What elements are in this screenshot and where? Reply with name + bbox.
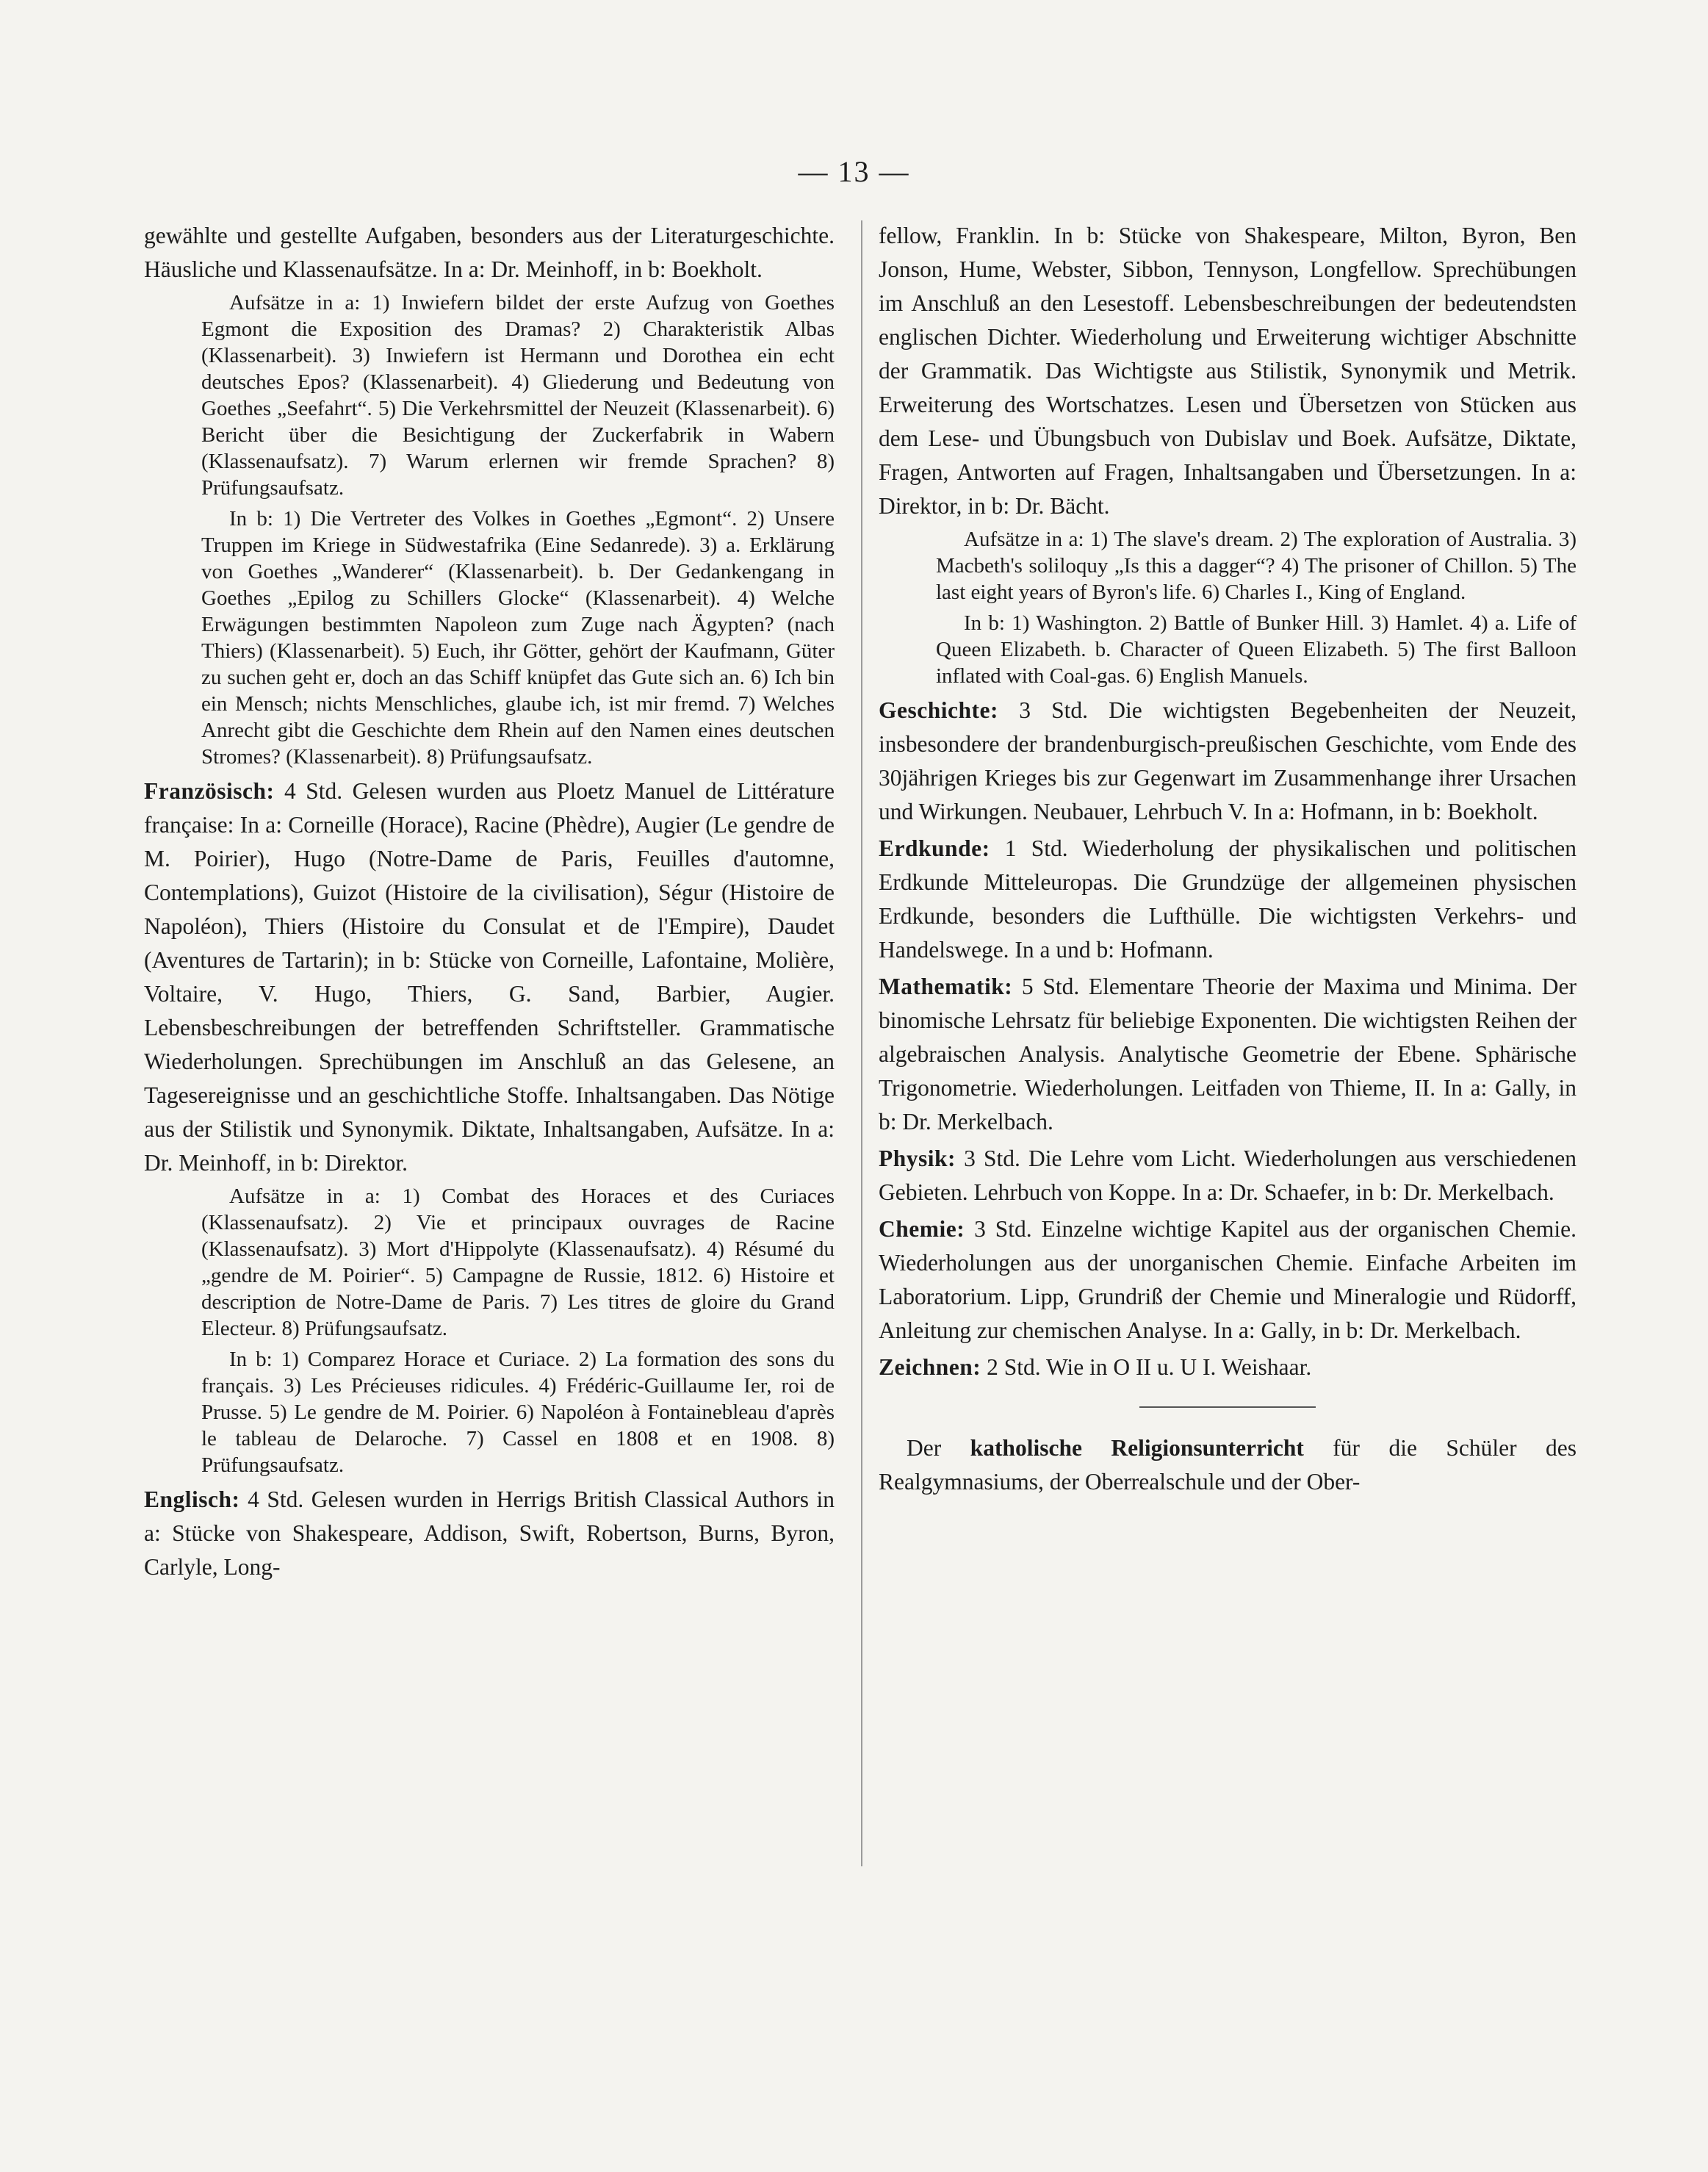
deutsch-essays-b: In b: 1) Die Vertreter des Volkes in Goethes „Egmont“. 2) Unsere Truppen im Kriege in Südwestafrika (Eine Sedanrede). 3) a. Erklärung von Goethes „Wanderer“ (Klassenarbeit). b. Der Gedankengang in Goethes „Epilog zu Schillers Glocke“ (Klassenarbeit). 4) Welche Erwägungen bestimmten Napoleon zum Zuge nach Ägypten? (nach Thiers) (Klassenarbeit). 5) Euch, ihr Götter, gehört der Kaufmann, Güter zu suchen geht er, doch an das Schiff knüpfet das Gute sich an. 6) Ich bin ein Mensch; nichts Menschliches, glaube ich, ist mir fremd. 7) Welches Anrecht gibt die Geschichte dem Rhein auf den Namen eines deutschen Stromes? (Klassenarbeit). 8) Prüfungsaufsatz. [201, 507, 835, 769]
left-column [144, 219, 835, 1587]
englisch-heading: Englisch: [144, 1486, 240, 1512]
geschichte-heading: Geschichte: [879, 697, 998, 723]
erdkunde-section [879, 832, 1577, 967]
chemie-text: 3 Std. Einzelne wichtige Kapitel aus der organischen Chemie. Wiederholungen aus der unorganischen Chemie. Einfache Arbeiten im Laboratorium. Lipp, Grundriß der Chemie und Mineralogie und Rüdorff, Anleitung zur chemischen Analyse. In a: Gally, in b: Dr. Merkelbach. [879, 1216, 1577, 1343]
englisch-continuation: fellow, Franklin. In b: Stücke von Shakespeare, Milton, Byron, Ben Jonson, Hume, Webster, Sibbon, Tennyson, Longfellow. Sprechübungen im Anschluß an den Lesestoff. Lebensbeschreibungen der bedeutendsten englischen Dichter. Wiederholung und Erweiterung wichtiger Abschnitte der Grammatik. Das Wichtigste aus Stilistik, Synonymik und Metrik. Erweiterung des Wortschatzes. Lesen und Übersetzen von Stücken aus dem Lese- und Übungsbuch von Dubislav und Boek. Aufsätze, Diktate, Fragen, Antworten auf Fragen, Inhaltsangaben und Übersetzungen. In a: Direktor, in b: Dr. Bächt. [879, 223, 1577, 519]
mathematik-text: 5 Std. Elementare Theorie der Maxima und Minima. Der binomische Lehrsatz für beliebige Exponenten. Die wichtigsten Reihen der algebraischen Analysis. Analytische Geometrie der Ebene. Sphärische Trigonometrie. Wiederholungen. Leitfaden von Thieme, II. In a: Gally, in b: Dr. Merkelbach. [879, 974, 1577, 1134]
englisch-essays-a: Aufsätze in a: 1) The slave's dream. 2) The exploration of Australia. 3) Macbeth's soliloquy „Is this a dagger“? 4) The prisoner of Chillon. 5) The last eight years of Byron's life. 6) Charles I., King of England. [936, 528, 1577, 604]
column-divider [861, 220, 862, 1866]
mathematik-section [879, 970, 1577, 1139]
franzoesisch-essays-a: Aufsätze in a: 1) Combat des Horaces et des Curiaces (Klassenaufsatz). 2) Vie et principaux ouvrages de Racine (Klassenaufsatz). 3) Mort d'Hippolyte (Klassenaufsatz). 4) Résumé du „gendre de M. Poirier“. 5) Campagne de Russie, 1812. 6) Histoire et description de Notre-Dame de Paris. 7) Les titres de gloire du Grand Electeur. 8) Prüfungsaufsatz. [201, 1184, 835, 1340]
franzoesisch-section [144, 774, 835, 1180]
englisch-text: 4 Std. Gelesen wurden in Herrigs British Classical Authors in a: Stücke von Shakespeare, Addison, Swift, Robertson, Burns, Byron, Carlyle, Long- [144, 1486, 835, 1580]
erdkunde-heading: Erdkunde: [879, 835, 990, 861]
deutsch-continuation: gewählte und gestellte Aufgaben, besonders aus der Literaturgeschichte. Häusliche und Klassenaufsätze. In a: Dr. Meinhoff, in b: Boekholt. [144, 223, 835, 282]
physik-section [879, 1142, 1577, 1209]
deutsch-essays-a: Aufsätze in a: 1) Inwiefern bildet der erste Aufzug von Goethes Egmont die Exposition des Dramas? 2) Charakteristik Albas (Klassenarbeit). 3) Inwiefern ist Hermann und Dorothea ein echt deutsches Epos? (Klassenarbeit). 4) Gliederung und Bedeutung von Goethes „Seefahrt“. 5) Die Verkehrsmittel der Neuzeit (Klassenarbeit). 6) Bericht über die Besichtigung der Zuckerfabrik in Wabern (Klassenaufsatz). 7) Warum erlernen wir fremde Sprachen? 8) Prüfungsaufsatz. [201, 291, 835, 500]
mathematik-heading: Mathematik: [879, 974, 1013, 999]
physik-text: 3 Std. Die Lehre vom Licht. Wiederholungen aus verschiedenen Gebieten. Lehrbuch von Koppe. In a: Dr. Schaefer, in b: Dr. Merkelbach. [879, 1146, 1577, 1205]
section-rule [1139, 1406, 1316, 1408]
religion-text: für die Schüler des Realgymnasiums, der Oberrealschule und der Ober- [879, 1435, 1577, 1495]
franzoesisch-heading: Französisch: [144, 778, 275, 804]
religion-section [879, 1431, 1577, 1499]
religion-heading: katholische Religionsunterricht [970, 1435, 1304, 1461]
geschichte-section [879, 694, 1577, 829]
zeichnen-heading: Zeichnen: [879, 1354, 981, 1380]
franzoesisch-text: 4 Std. Gelesen wurden aus Ploetz Manuel de Littérature française: In a: Corneille (Horace), Racine (Phèdre), Augier (Le gendre de M. Poirier), Hugo (Notre-Dame de Paris, Feuilles d'automne, Contemplations), Guizot (Histoire de la civilisation), Ségur (Histoire de Napoléon), Thiers (Histoire du Consulat et de l'Empire), Daudet (Aventures de Tartarin); in b: Stücke von Corneille, Lafontaine, Molière, Voltaire, V. Hugo, Thiers, G. Sand, Barbier, Augier. Lebensbeschreibungen der betreffenden Schriftsteller. Grammatische Wiederholungen. Sprechübungen im Anschluß an das Gelesene, an Tagesereignisse und an geschichtliche Stoffe. Inhaltsangaben. Das Nötige aus der Stilistik und Synonymik. Diktate, Inhaltsangaben, Aufsätze. In a: Dr. Meinhoff, in b: Direktor. [144, 778, 835, 1176]
zeichnen-section [879, 1351, 1577, 1384]
chemie-section [879, 1212, 1577, 1348]
page-number: — 13 — [798, 155, 910, 188]
erdkunde-text: 1 Std. Wiederholung der physikalischen und politischen Erdkunde Mitteleuropas. Die Grundzüge der allgemeinen physischen Erdkunde, besonders die Lufthülle. Die wichtigsten Verkehrs- und Handelswege. In a und b: Hofmann. [879, 835, 1577, 963]
chemie-heading: Chemie: [879, 1216, 965, 1242]
right-column [879, 219, 1577, 1502]
englisch-essays-b: In b: 1) Washington. 2) Battle of Bunker Hill. 3) Hamlet. 4) a. Life of Queen Elizabeth. b. Character of Queen Elizabeth. 5) The first Balloon inflated with Coal-gas. 6) English Manuels. [936, 611, 1577, 688]
englisch-section [144, 1483, 835, 1584]
franzoesisch-essays-b: In b: 1) Comparez Horace et Curiace. 2) La formation des sons du français. 3) Les Précieuses ridicules. 4) Frédéric-Guillaume Ier, roi de Prusse. 5) Le gendre de M. Poirier. 6) Napoléon à Fontainebleau d'après le tableau de Delaroche. 7) Cassel en 1808 et en 1908. 8) Prüfungsaufsatz. [201, 1348, 835, 1477]
religion-lead: Der [907, 1435, 942, 1461]
physik-heading: Physik: [879, 1146, 956, 1171]
zeichnen-text: 2 Std. Wie in O II u. U I. Weishaar. [987, 1354, 1312, 1380]
geschichte-text: 3 Std. Die wichtigsten Begebenheiten der Neuzeit, insbesondere der brandenburgisch-preußischen Geschichte, vom Ende des 30jährigen Krieges bis zur Gegenwart im Zusammenhange ihrer Ursachen und Wirkungen. Neubauer, Lehrbuch V. In a: Hofmann, in b: Boekholt. [879, 697, 1577, 824]
